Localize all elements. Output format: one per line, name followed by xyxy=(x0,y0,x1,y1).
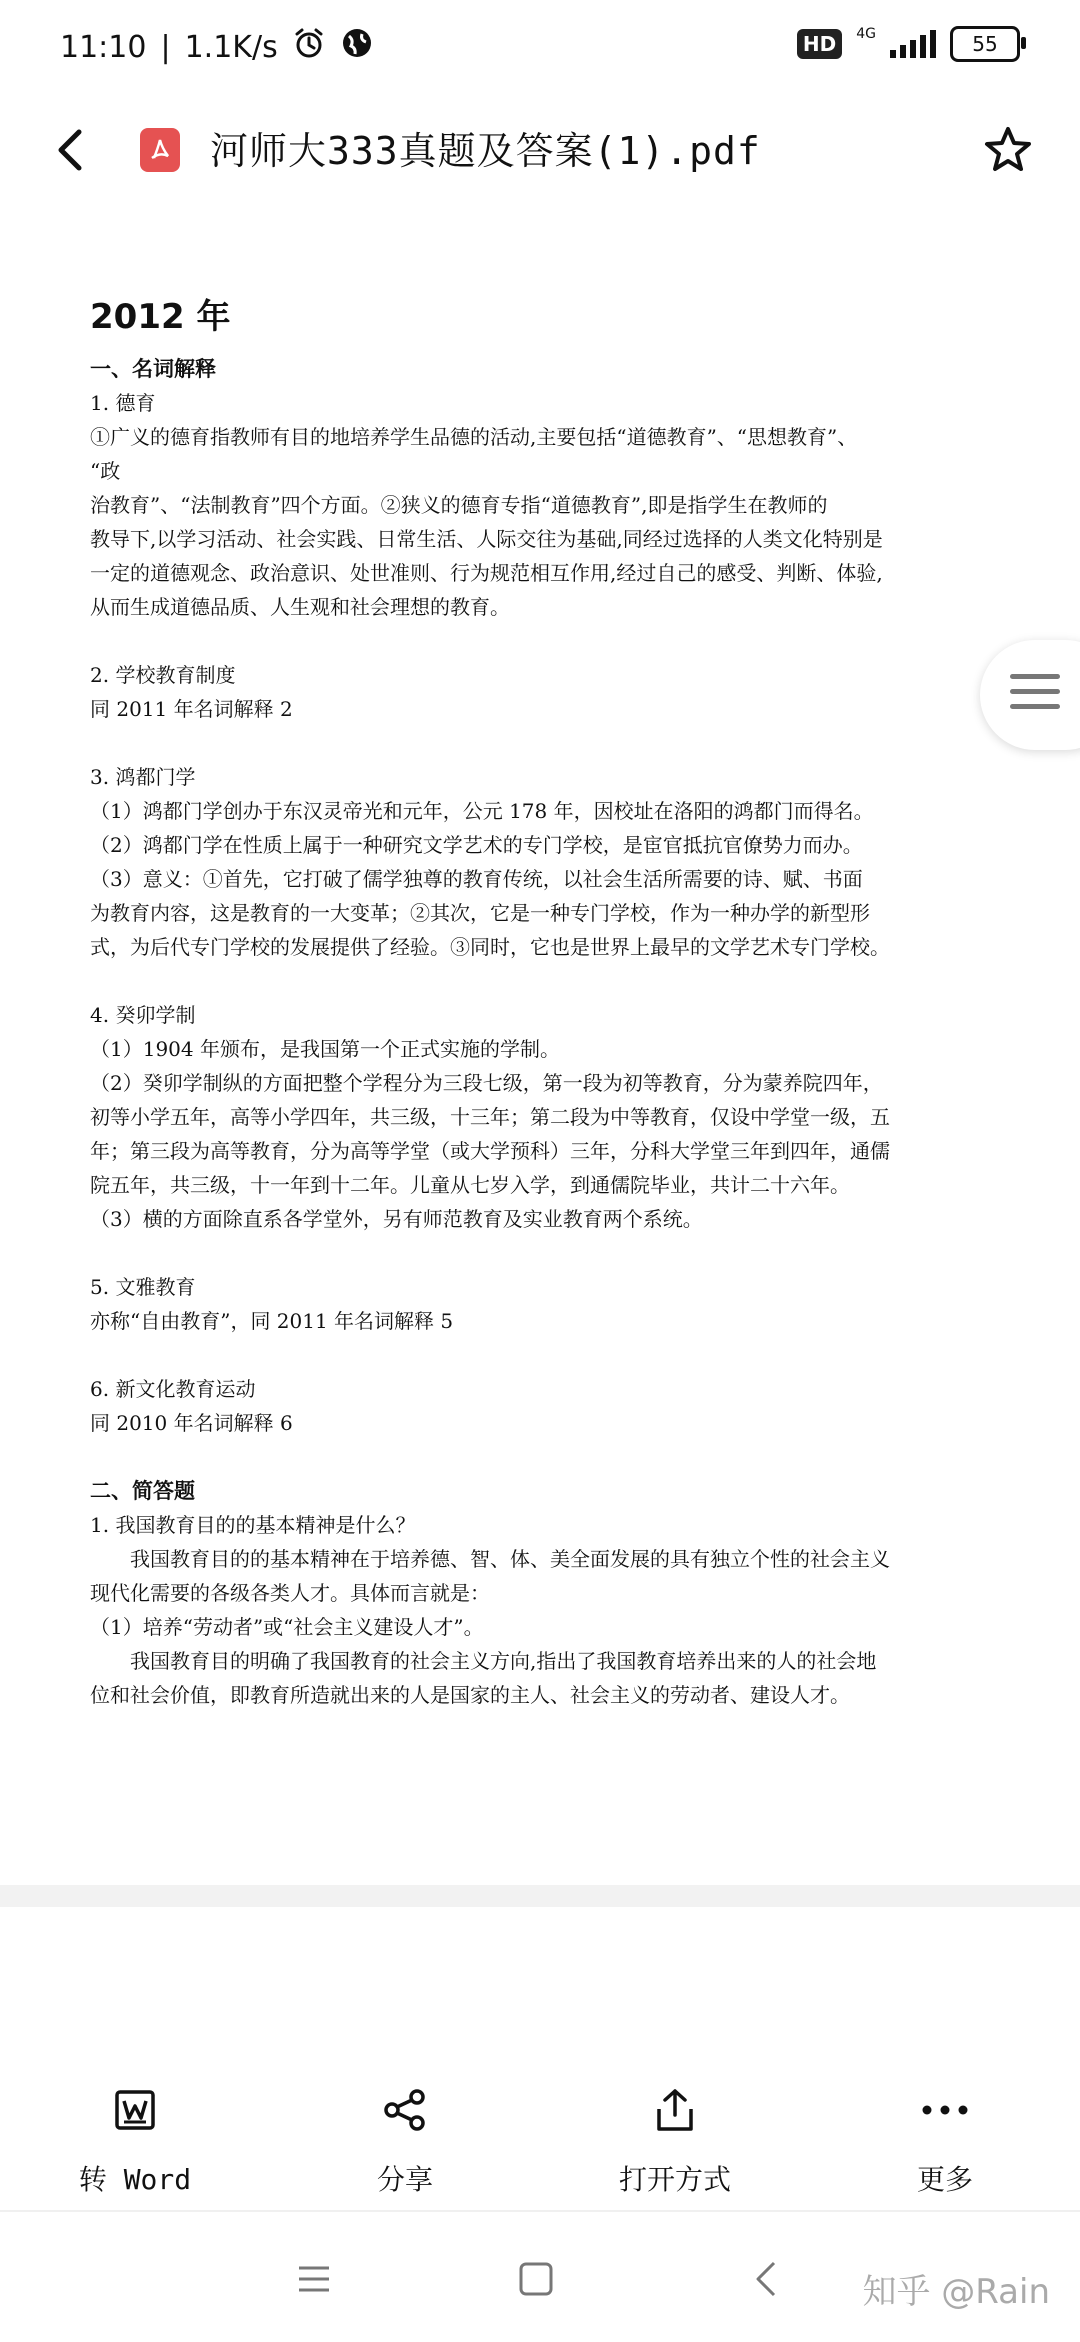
text-line: 我国教育目的明确了我国教育的社会主义方向,指出了我国教育培养出来的人的社会地 xyxy=(130,1649,877,1673)
share-icon xyxy=(382,2087,428,2133)
text-line: 同 2011 年名词解释 2 xyxy=(90,697,293,721)
home-button[interactable] xyxy=(506,2254,566,2304)
battery-level: 55 xyxy=(972,32,998,56)
open-with-button[interactable] xyxy=(575,2080,775,2198)
text-line: 院五年，共三级，十一年到十二年。儿童从七岁入学，到通儒院毕业，共计二十六年。 xyxy=(90,1173,850,1197)
text-line: （3）意义：①首先，它打破了儒学独尊的教育传统，以社会生活所需要的诗、赋、书面 xyxy=(90,867,863,891)
back-button[interactable] xyxy=(48,128,92,172)
menu-icon xyxy=(1010,674,1060,719)
text-line: 式，为后代专门学校的发展提供了经验。③同时，它也是世界上最早的文学艺术专门学校。 xyxy=(90,935,890,959)
more-button[interactable] xyxy=(845,2080,1045,2198)
status-time: 11:10 xyxy=(60,29,147,65)
text-line: （1）培养“劳动者”或“社会主义建设人才”。 xyxy=(90,1615,484,1639)
section-heading: 二、简答题 xyxy=(90,1479,195,1503)
to-word-button[interactable] xyxy=(35,2080,235,2198)
term-title: 3. 鸿都门学 xyxy=(90,765,196,789)
status-bar xyxy=(0,0,1080,100)
question-title: 1. 我国教育目的的基本精神是什么？ xyxy=(90,1513,416,1537)
text-line: 教导下,以学习活动、社会实践、日常生活、人际交往为基础,同经过选择的人类文化特别是 xyxy=(90,527,883,551)
hd-badge: HD xyxy=(797,29,842,59)
document-title: 河师大333真题及答案(1).pdf xyxy=(210,129,761,173)
to-word-label: 转 Word xyxy=(78,2163,192,2196)
term-title: 1. 德育 xyxy=(90,391,156,415)
term-title: 4. 癸卯学制 xyxy=(90,1003,196,1027)
back-triangle-icon xyxy=(754,2260,778,2298)
export-icon xyxy=(653,2087,697,2133)
pdf-icon xyxy=(140,128,180,172)
status-left xyxy=(60,26,374,68)
globe-icon xyxy=(340,26,374,68)
side-menu-button[interactable] xyxy=(980,640,1080,750)
bottom-toolbar xyxy=(0,2080,1080,2210)
pdf-page xyxy=(90,297,990,1712)
text-line: 年；第三段为高等教育，分为高等学堂（或大学预科）三年，分科大学堂三年到四年，通儒 xyxy=(90,1139,890,1163)
nav-back-button[interactable] xyxy=(736,2254,796,2304)
text-line: （2）鸿都门学在性质上属于一种研究文学艺术的专门学校，是宦官抵抗官僚势力而办。 xyxy=(90,833,863,857)
favorite-button[interactable] xyxy=(982,124,1034,176)
menu-lines-icon xyxy=(297,2264,331,2294)
net-speed: 1.1K/s xyxy=(184,29,278,65)
share-label: 分享 xyxy=(376,2163,433,2196)
battery-icon xyxy=(950,26,1020,62)
recent-apps-button[interactable] xyxy=(284,2254,344,2304)
app-header xyxy=(0,110,1080,190)
text-line: ①广义的德育指教师有目的地培养学生品德的活动,主要包括“道德教育”、“思想教育”、 xyxy=(90,425,858,449)
signal-icon xyxy=(890,30,936,58)
text-line: （2）癸卯学制纵的方面把整个学程分为三段七级，第一段为初等教育，分为蒙养院四年， xyxy=(90,1071,883,1095)
text-line: （1）1904 年颁布，是我国第一个正式实施的学制。 xyxy=(90,1037,560,1061)
status-separator: | xyxy=(160,29,171,65)
network-type: 4G xyxy=(856,26,876,42)
more-label: 更多 xyxy=(916,2163,973,2196)
system-nav-bar xyxy=(0,2210,1080,2342)
term-title: 5. 文雅教育 xyxy=(90,1275,196,1299)
watermark: 知乎 @Rain xyxy=(862,2272,1050,2312)
word-icon xyxy=(113,2088,157,2132)
page-heading: 2012 年 xyxy=(90,297,231,337)
term-title: 2. 学校教育制度 xyxy=(90,663,236,687)
home-square-icon xyxy=(518,2261,554,2297)
text-line: 为教育内容，这是教育的一大变革；②其次，它是一种专门学校，作为一种办学的新型形 xyxy=(90,901,870,925)
open-with-label: 打开方式 xyxy=(618,2163,731,2196)
text-line: （3）横的方面除直系各学堂外，另有师范教育及实业教育两个系统。 xyxy=(90,1207,703,1231)
text-line: 现代化需要的各级各类人才。具体而言就是： xyxy=(90,1581,490,1605)
text-line: 亦称“自由教育”，同 2011 年名词解释 5 xyxy=(90,1309,454,1333)
text-line: 位和社会价值，即教育所造就出来的人是国家的主人、社会主义的劳动者、建设人才。 xyxy=(90,1683,850,1707)
text-line: 治教育”、“法制教育”四个方面。②狭义的德育专指“道德教育”,即是指学生在教师的 xyxy=(90,493,828,517)
text-line: 从而生成道德品质、人生观和社会理想的教育。 xyxy=(90,595,510,619)
text-line: 一定的道德观念、政治意识、处世准则、行为规范相互作用,经过自己的感受、判断、体验, xyxy=(90,561,883,585)
star-icon xyxy=(982,124,1034,176)
text-line: 同 2010 年名词解释 6 xyxy=(90,1411,293,1435)
more-icon xyxy=(921,2102,969,2118)
status-right xyxy=(797,26,1020,62)
term-title: 6. 新文化教育运动 xyxy=(90,1377,256,1401)
text-line: “政 xyxy=(90,459,121,483)
text-line: 我国教育目的的基本精神在于培养德、智、体、美全面发展的具有独立个性的社会主义 xyxy=(130,1547,890,1571)
text-line: （1）鸿都门学创办于东汉灵帝光和元年，公元 178 年，因校址在洛阳的鸿都门而得名。 xyxy=(90,799,874,823)
text-line: 初等小学五年，高等小学四年，共三级，十三年；第二段为中等教育，仅设中学堂一级，五 xyxy=(90,1105,890,1129)
section-heading: 一、名词解释 xyxy=(90,357,216,381)
share-button[interactable] xyxy=(305,2080,505,2198)
chevron-left-icon xyxy=(55,128,85,172)
page-divider xyxy=(0,1885,1080,1907)
alarm-icon xyxy=(292,26,326,68)
